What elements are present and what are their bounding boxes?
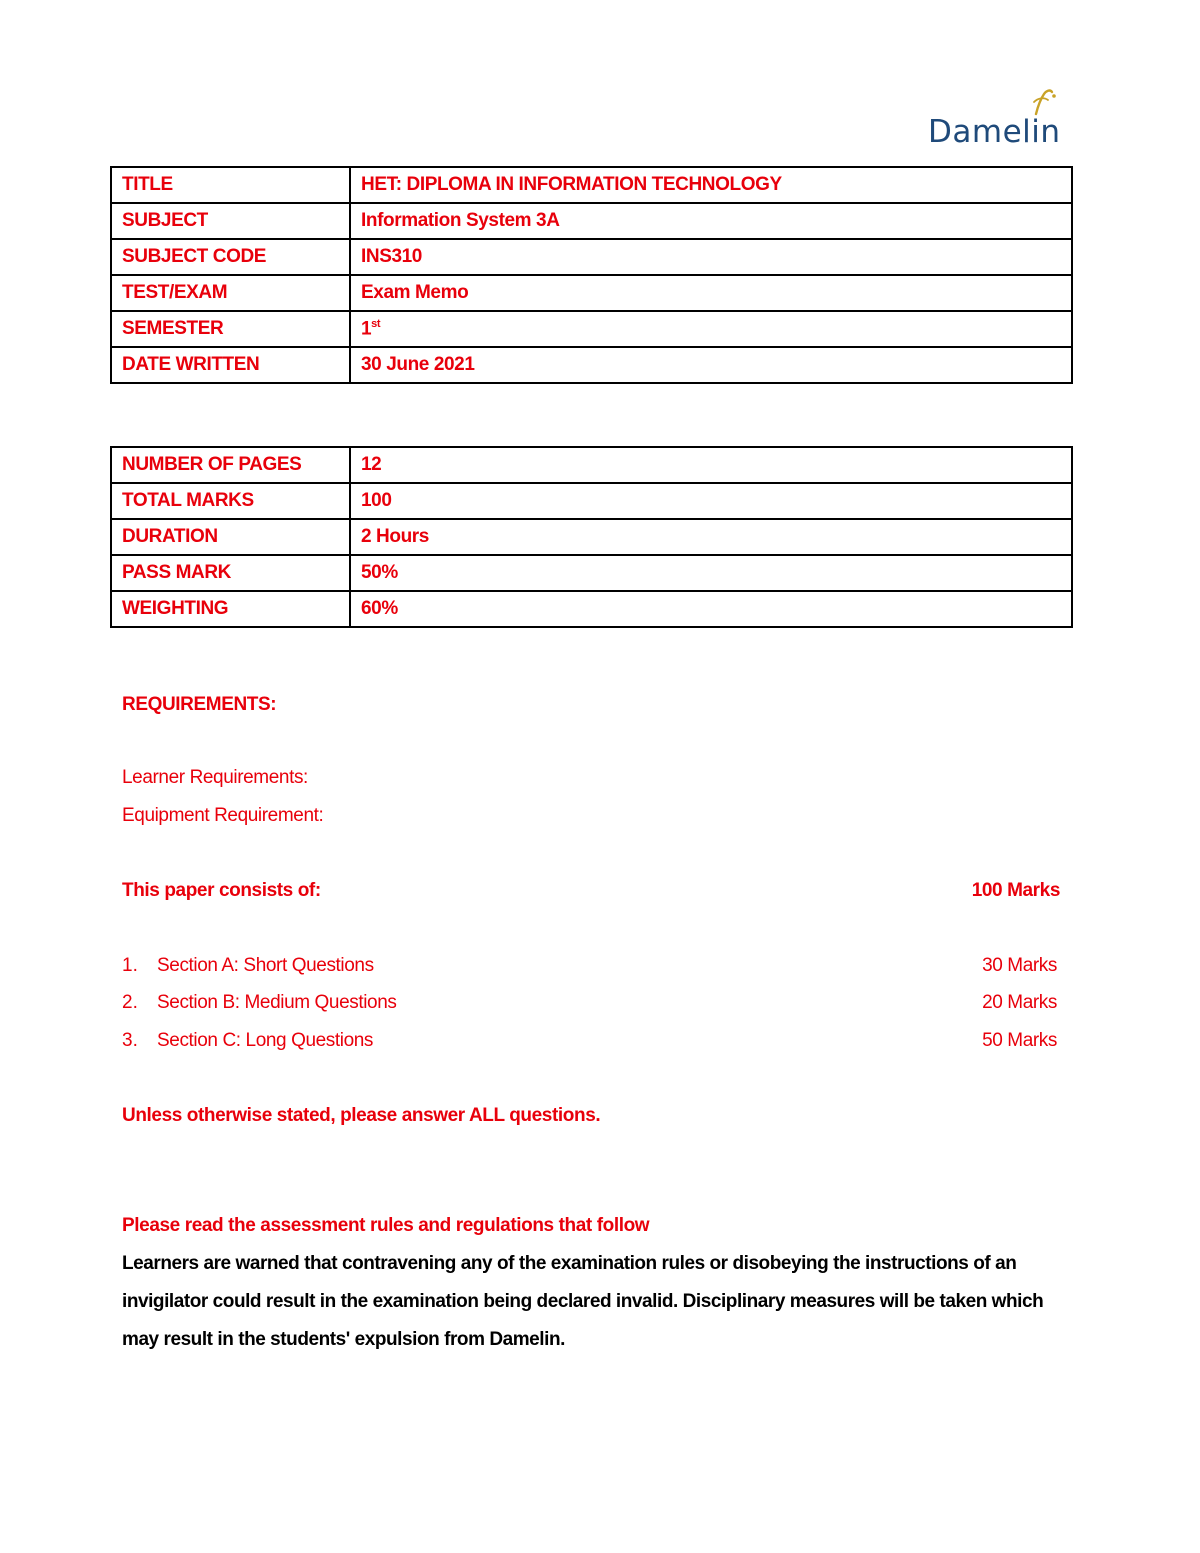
row-label: DATE WRITTEN [111, 347, 350, 383]
row-value: 2 Hours [350, 519, 1072, 555]
requirements-heading: REQUIREMENTS: [122, 694, 277, 715]
table-row [111, 167, 1072, 203]
answer-all-instruction: Unless otherwise stated, please answer ALL questions. [122, 1105, 601, 1126]
row-label: SUBJECT [111, 203, 350, 239]
learner-requirements: Learner Requirements: [122, 767, 308, 788]
equipment-requirement: Equipment Requirement: [122, 805, 324, 826]
row-value: Information System 3A [350, 203, 1072, 239]
row-label: DURATION [111, 519, 350, 555]
section-number: 1. [122, 955, 138, 976]
row-label: TEST/EXAM [111, 275, 350, 311]
rules-heading: Please read the assessment rules and regulations that follow [122, 1215, 650, 1236]
row-label: TOTAL MARKS [111, 483, 350, 519]
section-name: Section C: Long Questions [157, 1030, 374, 1051]
section-marks: 30 Marks [982, 955, 1057, 976]
rules-body: Learners are warned that contravening any of the examination rules or disobeying the instructions of an invigilator could result in the examination being declared invalid. Disciplinary measures will be taken which may result in the students' expulsion from Damelin. [122, 1253, 1044, 1350]
table-row [111, 311, 1072, 347]
row-label: PASS MARK [111, 555, 350, 591]
row-value: HET: DIPLOMA IN INFORMATION TECHNOLOGY [350, 167, 1072, 203]
table-row [111, 591, 1072, 627]
row-value: 50% [350, 555, 1072, 591]
table-row [111, 239, 1072, 275]
section-name: Section B: Medium Questions [157, 992, 397, 1013]
damelin-logo [926, 84, 1076, 154]
row-value: 100 [350, 483, 1072, 519]
table-row [111, 347, 1072, 383]
logo-wordmark: Damelin [928, 114, 1061, 150]
row-value: 30 June 2021 [350, 347, 1072, 383]
section-marks: 50 Marks [982, 1030, 1057, 1051]
semester-ordinal: st [371, 317, 381, 330]
row-value [350, 311, 1072, 347]
section-marks: 20 Marks [982, 992, 1057, 1013]
table-row [111, 447, 1072, 483]
section-number: 3. [122, 1030, 138, 1051]
table-row [111, 275, 1072, 311]
row-label: TITLE [111, 167, 350, 203]
paper-total-marks: 100 Marks [971, 880, 1060, 901]
section-name: Section A: Short Questions [157, 955, 374, 976]
row-label: SUBJECT CODE [111, 239, 350, 275]
row-label: SEMESTER [111, 311, 350, 347]
row-value: INS310 [350, 239, 1072, 275]
course-info-table [110, 166, 1073, 384]
row-value: 60% [350, 591, 1072, 627]
row-label: NUMBER OF PAGES [111, 447, 350, 483]
table-row [111, 519, 1072, 555]
semester-number: 1 [361, 318, 372, 340]
paper-consists-label: This paper consists of: [122, 880, 321, 901]
row-value: 12 [350, 447, 1072, 483]
row-value: Exam Memo [350, 275, 1072, 311]
row-label: WEIGHTING [111, 591, 350, 627]
table-row [111, 483, 1072, 519]
section-number: 2. [122, 992, 138, 1013]
exam-details-table [110, 446, 1073, 628]
table-row [111, 203, 1072, 239]
table-row [111, 555, 1072, 591]
